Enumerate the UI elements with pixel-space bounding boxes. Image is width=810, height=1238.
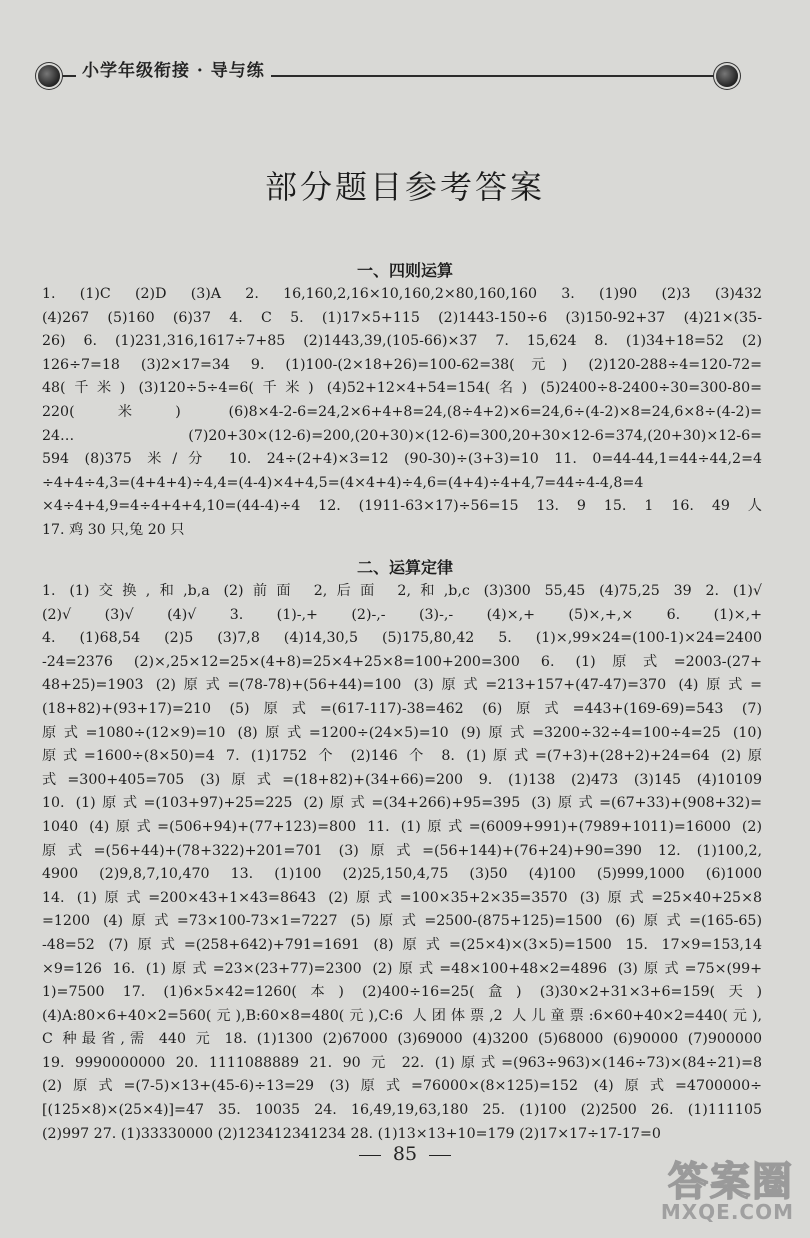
answer-line: (4)267 (5)160 (6)37 4. C 5. (1)17×5+115 (2)1443-150÷6 (3)150-92+37 (4)21×(35- (42, 309, 762, 326)
answer-line: 24… (7)20+30×(12-6)=200,(20+30)×(12-6)=300,20+30×12-6=374,(20+30)×12-6= (42, 427, 762, 444)
answer-line: (4)A:80×6+40×2=560(元),B:60×8=480(元),C:6 人团体票,2 人儿童票:6×60+40×2=440(元), (42, 1007, 762, 1024)
watermark (650, 1150, 800, 1230)
answer-line: 4. (1)68,54 (2)5 (3)7,8 (4)14,30,5 (5)175,80,42 5. (1)×,99×24=(100-1)×24=2400 (42, 630, 762, 647)
section-body-laws (42, 580, 762, 1146)
answer-line: 10. (1)原式=(103+97)+25=225 (2)原式=(34+266)+95=395 (3)原式=(67+33)+(908+32)= (42, 795, 762, 812)
answer-line: -24=2376 (2)×,25×12=25×(4+8)=25×4+25×8=100+200=300 6. (1)原式=2003-(27+ (42, 653, 762, 670)
answer-line: 594 (8)375 米/分 10. 24÷(2+4)×3=12 (90-30)÷(3+3)=10 11. 0=44-44,1=44÷44,2=4 (42, 451, 762, 468)
answer-line: 19. 9990000000 20. 1111088889 21. 90 元 22. (1)原式=(963÷963)×(146÷73)×(84÷21)=8 (42, 1054, 762, 1071)
answer-line: ×9=126 16. (1)原式=23×(23+77)=2300 (2)原式=48×100+48×2=4896 (3)原式=75×(99+ (42, 960, 762, 977)
answer-line: 17. 鸡 30 只,兔 20 只 (42, 521, 185, 538)
header-left-ornament-icon (38, 65, 60, 87)
answer-line: -48=52 (7)原式=(258+642)+791=1691 (8)原式=(25×4)×(3×5)=1500 15. 17×9=153,14 (42, 936, 762, 953)
answer-line: =1200 (4)原式=73×100-73×1=7227 (5)原式=2500-(875+125)=1500 (6)原式=(165-65) (42, 913, 762, 930)
answer-line: (2)原式=(7-5)×13+(45-6)÷13=29 (3)原式=76000×(8×125)=152 (4)原式=4700000÷ (42, 1078, 762, 1095)
answer-line: 220(米) (6)8×4-2-6=24,2×6+4+8=24,(8÷4+2)×6=24,6÷(4-2)×8=24,6×8÷(4-2)= (42, 403, 762, 420)
answer-line: 48+25)=1903 (2)原式=(78-78)+(56+44)=100 (3)原式=213+157+(47-47)=370 (4)原式= (42, 677, 762, 694)
page-title: 部分题目参考答案 (264, 168, 545, 206)
answer-line: 式=300+405=705 (3)原式=(18+82)+(34+66)=200 9. (1)138 (2)473 (3)145 (4)10109 (42, 771, 762, 788)
answer-line: 1. (1)交换,和,b,a (2)前面 2,后面 2,和,b,c (3)300 55,45 (4)75,25 39 2. (1)√ (42, 583, 762, 599)
watermark-url: MXQE.COM (660, 1200, 794, 1224)
answer-line: 14. (1)原式=200×43+1×43=8643 (2)原式=100×35+2×35=3570 (3)原式=25×40+25×8 (42, 889, 762, 906)
answer-line: 48(千米) (3)120÷5÷4=6(千米) (4)52+12×4+54=154(名) (5)2400÷8-2400÷30=300-80= (42, 380, 762, 397)
page-number-text: 85 (392, 1143, 418, 1165)
answer-line: (2)√ (3)√ (4)√ 3. (1)-,+ (2)-,- (3)-,- (4)×,+ (5)×,+,× 6. (1)×,+ (42, 606, 762, 623)
answer-line: [(125×8)×(25×4)]=47 35. 10035 24. 16,49,19,63,180 25. (1)100 (2)2500 26. (1)111105 (42, 1102, 762, 1119)
answer-line: 原式=1600÷(8×50)=4 7. (1)1752 个 (2)146 个 8. (1)原式=(7+3)+(28+2)+24=64 (2)原 (42, 748, 762, 765)
answer-line: (2)997 27. (1)33330000 (2)123412341234 28. (1)13×13+10=179 (2)17×17÷17-17=0 (42, 1125, 661, 1142)
answer-line: ÷4+4÷4,3=(4+4+4)÷4,4=(4-4)×4+4,5=(4×4+4)÷4,6=(4+4)÷4+4,7=44÷4-4,8=4 (42, 474, 644, 491)
page-number-left-dash (359, 1155, 381, 1156)
answer-line: 1)=7500 17. (1)6×5×42=1260(本) (2)400÷16=25(盒) (3)30×2+31×3+6=159(天) (42, 984, 762, 1001)
answer-line: 原式=(56+44)+(78+322)+201=701 (3)原式=(56+144)+(76+24)+90=390 12. (1)100,2, (42, 842, 762, 859)
section-heading-laws: 二、运算定律 (356, 558, 453, 577)
answer-line: 1040 (4)原式=(506+94)+(77+123)=800 11. (1)原式=(6009+991)+(7989+1011)=16000 (2) (42, 818, 762, 835)
answer-line: 原式=1080÷(12×9)=10 (8)原式=1200÷(24×5)=10 (9)原式=3200÷32÷4=100÷4=25 (10) (42, 724, 762, 741)
answer-line: ×4÷4+4,9=4÷4+4+4,10=(44-4)÷4 12. (1911-63×17)÷56=15 13. 9 15. 1 16. 49 人 (42, 498, 762, 515)
answer-line: C 种最省,需 440 元 18. (1)1300 (2)67000 (3)69000 (4)3200 (5)68000 (6)90000 (7)900000 (42, 1031, 762, 1048)
page-number-right-dash (429, 1155, 451, 1156)
header-title: 小学年级衔接 · 导与练 (76, 56, 271, 81)
answer-line: (18+82)+(93+17)=210 (5)原式=(617-117)-38=462 (6)原式=443+(169-69)=543 (7) (42, 700, 762, 717)
section-heading-arithmetic: 一、四则运算 (356, 261, 453, 280)
answer-line: 126÷7=18 (3)2×17=34 9. (1)100-(2×18+26)=100-62=38(元) (2)120-288÷4=120-72= (42, 356, 762, 373)
answer-line: 4900 (2)9,8,7,10,470 13. (1)100 (2)25,150,4,75 (3)50 (4)100 (5)999,1000 (6)1000 (42, 866, 762, 883)
answer-line: 1. (1)C (2)D (3)A 2. 16,160,2,16×10,160,2×80,160,160 3. (1)90 (2)3 (3)432 (42, 286, 762, 302)
running-header (38, 52, 738, 92)
answer-line: 26) 6. (1)231,316,1617÷7+85 (2)1443,39,(105-66)×37 7. 15,624 8. (1)34+18=52 (2) (42, 333, 762, 350)
section-body-arithmetic (42, 283, 762, 543)
header-right-ornament-icon (716, 65, 738, 87)
watermark-logo-text: 答案圈 (668, 1159, 794, 1205)
